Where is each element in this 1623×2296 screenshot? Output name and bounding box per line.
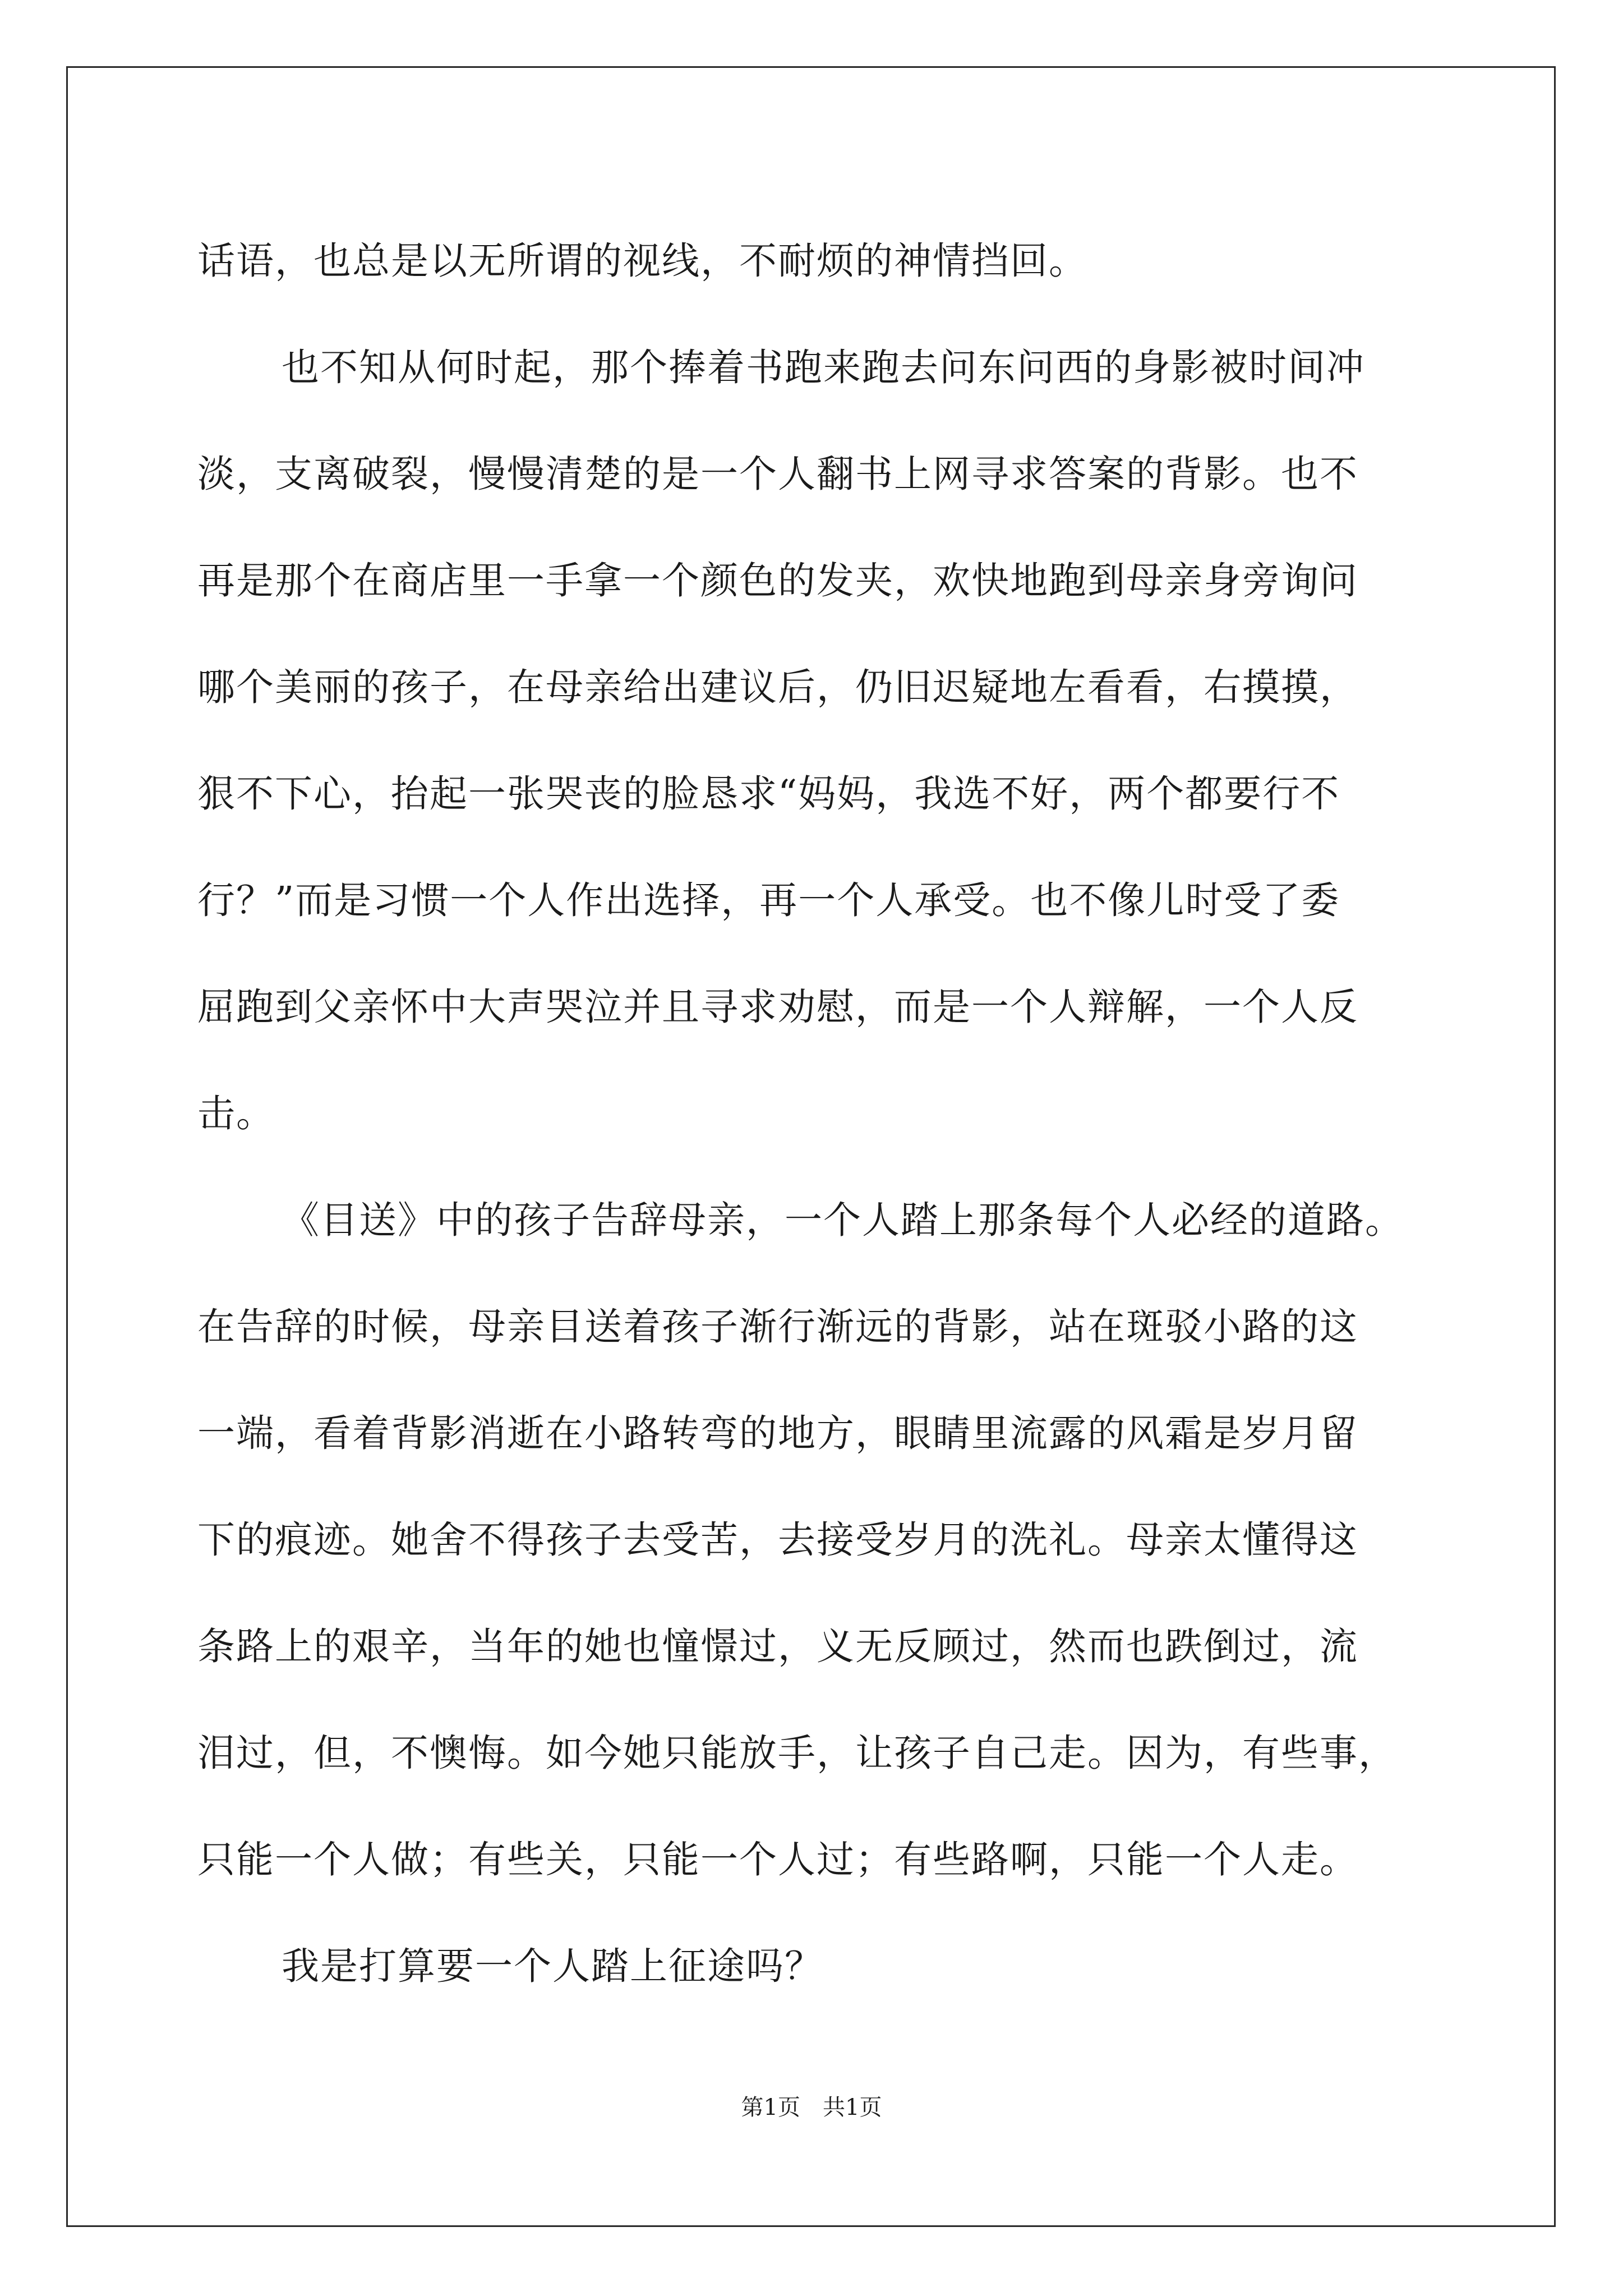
page-number-label: 第1页 共1页 <box>741 2095 882 2120</box>
text-line-5: 哪个美丽的孩子，在母亲给出建议后，仍旧迟疑地左看看，右摸摸， <box>197 665 1358 709</box>
text-line-7: 行？”而是习惯一个人作出选择，再一个人承受。也不像儿时受了委 <box>197 878 1340 922</box>
document-body <box>197 208 1426 2019</box>
text-line-2: 也不知从何时起，那个捧着书跑来跑去问东问西的身影被时间冲 <box>282 346 1365 389</box>
text-line-11: 在告辞的时候，母亲目送着孩子渐行渐远的背影，站在斑驳小路的这 <box>197 1305 1358 1349</box>
text-line-17: 我是打算要一个人踏上征途吗？ <box>282 1944 823 1988</box>
text-line-13: 下的痕迹。她舍不得孩子去受苦，去接受岁月的洗礼。母亲太懂得这 <box>197 1518 1358 1562</box>
text-line-10: 《目送》中的孩子告辞母亲，一个人踏上那条每个人必经的道路。 <box>282 1198 1404 1242</box>
text-line-16: 只能一个人做；有些关，只能一个人过；有些路啊，只能一个人走。 <box>197 1838 1358 1881</box>
text-line-12: 一端，看着背影消逝在小路转弯的地方，眼睛里流露的风霜是岁月留 <box>197 1411 1358 1455</box>
text-line-4: 再是那个在商店里一手拿一个颜色的发夹，欢快地跑到母亲身旁询问 <box>197 559 1358 602</box>
text-line-8: 屈跑到父亲怀中大声哭泣并且寻求劝慰，而是一个人辩解，一个人反 <box>197 985 1358 1029</box>
text-line-9: 击。 <box>197 1092 275 1135</box>
page-footer <box>0 2090 1623 2122</box>
text-line-14: 条路上的艰辛，当年的她也憧憬过，义无反顾过，然而也跌倒过，流 <box>197 1625 1358 1668</box>
text-line-15: 泪过，但，不懊悔。如今她只能放手，让孩子自己走。因为，有些事， <box>197 1731 1397 1775</box>
text-line-6: 狠不下心，抬起一张哭丧的脸恳求“妈妈，我选不好，两个都要行不 <box>197 772 1340 816</box>
text-line-1: 话语，也总是以无所谓的视线，不耐烦的神情挡回。 <box>197 239 1087 283</box>
text-line-3: 淡，支离破裂，慢慢清楚的是一个人翻书上网寻求答案的背影。也不 <box>197 452 1358 496</box>
